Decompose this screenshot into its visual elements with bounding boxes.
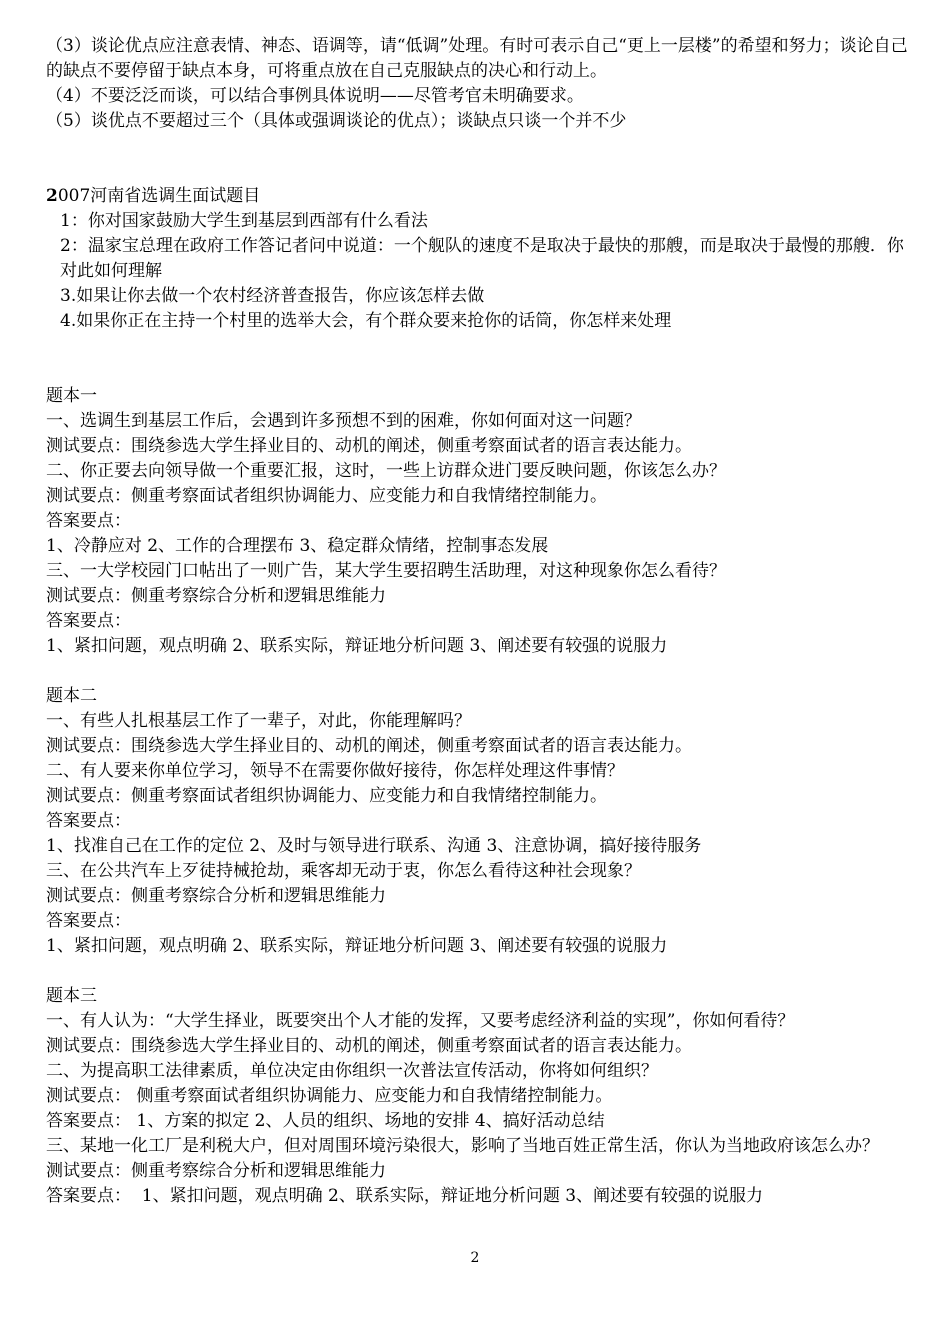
set-2-title: 题本二: [46, 686, 97, 706]
set-1-line: 测试要点：围绕参选大学生择业目的、动机的阐述，侧重考察面试者的语言表达能力。: [46, 436, 692, 456]
henan-question-3: 3.如果让你去做一个农村经济普查报告，你应该怎样去做: [60, 286, 485, 306]
title-rest: 007河南省选调生面试题目: [57, 186, 261, 206]
set-2-line: 1、找准自己在工作的定位 2、及时与领导进行联系、沟通 3、注意协调，搞好接待服务: [46, 836, 702, 856]
set-1-line: 1、紧扣问题，观点明确 2、联系实际，辩证地分析问题 3、阐述要有较强的说服力: [46, 636, 668, 656]
set-2-line: 答案要点：: [46, 811, 131, 831]
set-3-line: 测试要点：围绕参选大学生择业目的、动机的阐述，侧重考察面试者的语言表达能力。: [46, 1036, 692, 1056]
set-2-line: 测试要点：围绕参选大学生择业目的、动机的阐述，侧重考察面试者的语言表达能力。: [46, 736, 692, 756]
henan-question-1: 1：你对国家鼓励大学生到基层到西部有什么看法: [60, 211, 428, 231]
set-2-line: 二、有人要来你单位学习，领导不在需要你做好接待，你怎样处理这件事情？: [46, 761, 624, 781]
page-number: 2: [470, 1250, 480, 1266]
title-first-char: 2: [46, 186, 58, 206]
set-1-line: 测试要点：侧重考察综合分析和逻辑思维能力: [46, 586, 386, 606]
spacer: [46, 134, 908, 184]
set-1-line: 测试要点：侧重考察面试者组织协调能力、应变能力和自我情绪控制能力。: [46, 486, 607, 506]
set-1-line: 二、你正要去向领导做一个重要汇报，这时，一些上访群众进门要反映问题，你该怎么办？: [46, 461, 726, 481]
set-1-line: 三、一大学校园门口帖出了一则广告，某大学生要招聘生活助理，对这种现象你怎么看待？: [46, 561, 726, 581]
set-1-line: 答案要点：: [46, 611, 131, 631]
spacer: [46, 334, 908, 384]
set-3-title: 题本三: [46, 986, 97, 1006]
set-2-line: 测试要点：侧重考察综合分析和逻辑思维能力: [46, 886, 386, 906]
set-3-line: 二、为提高职工法律素质，单位决定由你组织一次普法宣传活动，你将如何组织？: [46, 1061, 658, 1081]
set-2-line: 答案要点：: [46, 911, 131, 931]
set-3-line: 测试要点： 侧重考察面试者组织协调能力、应变能力和自我情绪控制能力。: [46, 1086, 613, 1106]
set-3-line: 测试要点：侧重考察综合分析和逻辑思维能力: [46, 1161, 386, 1181]
tip-3: （3）谈论优点应注意表情、神态、语调等，请“低调”处理。有时可表示自己“更上一层楼”的希望和努力；谈论自己的缺点不要停留于缺点本身，可将重点放在自己克服缺点的决心和行动上。: [46, 36, 908, 81]
set-2-line: 1、紧扣问题，观点明确 2、联系实际，辩证地分析问题 3、阐述要有较强的说服力: [46, 936, 668, 956]
spacer: [46, 659, 908, 684]
set-2-line: 一、有些人扎根基层工作了一辈子，对此，你能理解吗？: [46, 711, 471, 731]
section-title-henan-2007: [46, 184, 908, 209]
set-3-line: 一、有人认为：“大学生择业，既要突出个人才能的发挥，又要考虑经济利益的实现”，你如何看待？: [46, 1011, 795, 1031]
set-2-line: 三、在公共汽车上歹徒持械抢劫，乘客却无动于衷，你怎么看待这种社会现象？: [46, 861, 641, 881]
tip-4: （4）不要泛泛而谈，可以结合事例具体说明——尽管考官未明确要求。: [46, 86, 584, 106]
set-3-line: 答案要点： 1、方案的拟定 2、人员的组织、场地的安排 4、搞好活动总结: [46, 1111, 605, 1131]
set-2-line: 测试要点：侧重考察面试者组织协调能力、应变能力和自我情绪控制能力。: [46, 786, 607, 806]
document-page: [46, 34, 908, 1209]
tip-5: （5）谈优点不要超过三个（具体或强调谈论的优点）；谈缺点只谈一个并不少: [46, 111, 627, 131]
set-1-line: 一、选调生到基层工作后，会遇到许多预想不到的困难，你如何面对这一问题？: [46, 411, 641, 431]
set-1-title: 题本一: [46, 386, 97, 406]
spacer: [46, 959, 908, 984]
set-3-line: 三、某地一化工厂是利税大户，但对周围环境污染很大，影响了当地百姓正常生活，你认为当地政府该怎么办？: [46, 1136, 879, 1156]
set-3-line: 答案要点： 1、紧扣问题，观点明确 2、联系实际，辩证地分析问题 3、阐述要有较强的说服力: [46, 1186, 764, 1206]
set-1-line: 1、冷静应对 2、工作的合理摆布 3、稳定群众情绪，控制事态发展: [46, 536, 549, 556]
set-1-line: 答案要点：: [46, 511, 131, 531]
henan-question-2: 2：温家宝总理在政府工作答记者问中说道：一个舰队的速度不是取决于最快的那艘，而是取决于最慢的那艘．你对此如何理解: [60, 236, 904, 281]
henan-question-4: 4.如果你正在主持一个村里的选举大会，有个群众要来抢你的话筒，你怎样来处理: [60, 311, 672, 331]
